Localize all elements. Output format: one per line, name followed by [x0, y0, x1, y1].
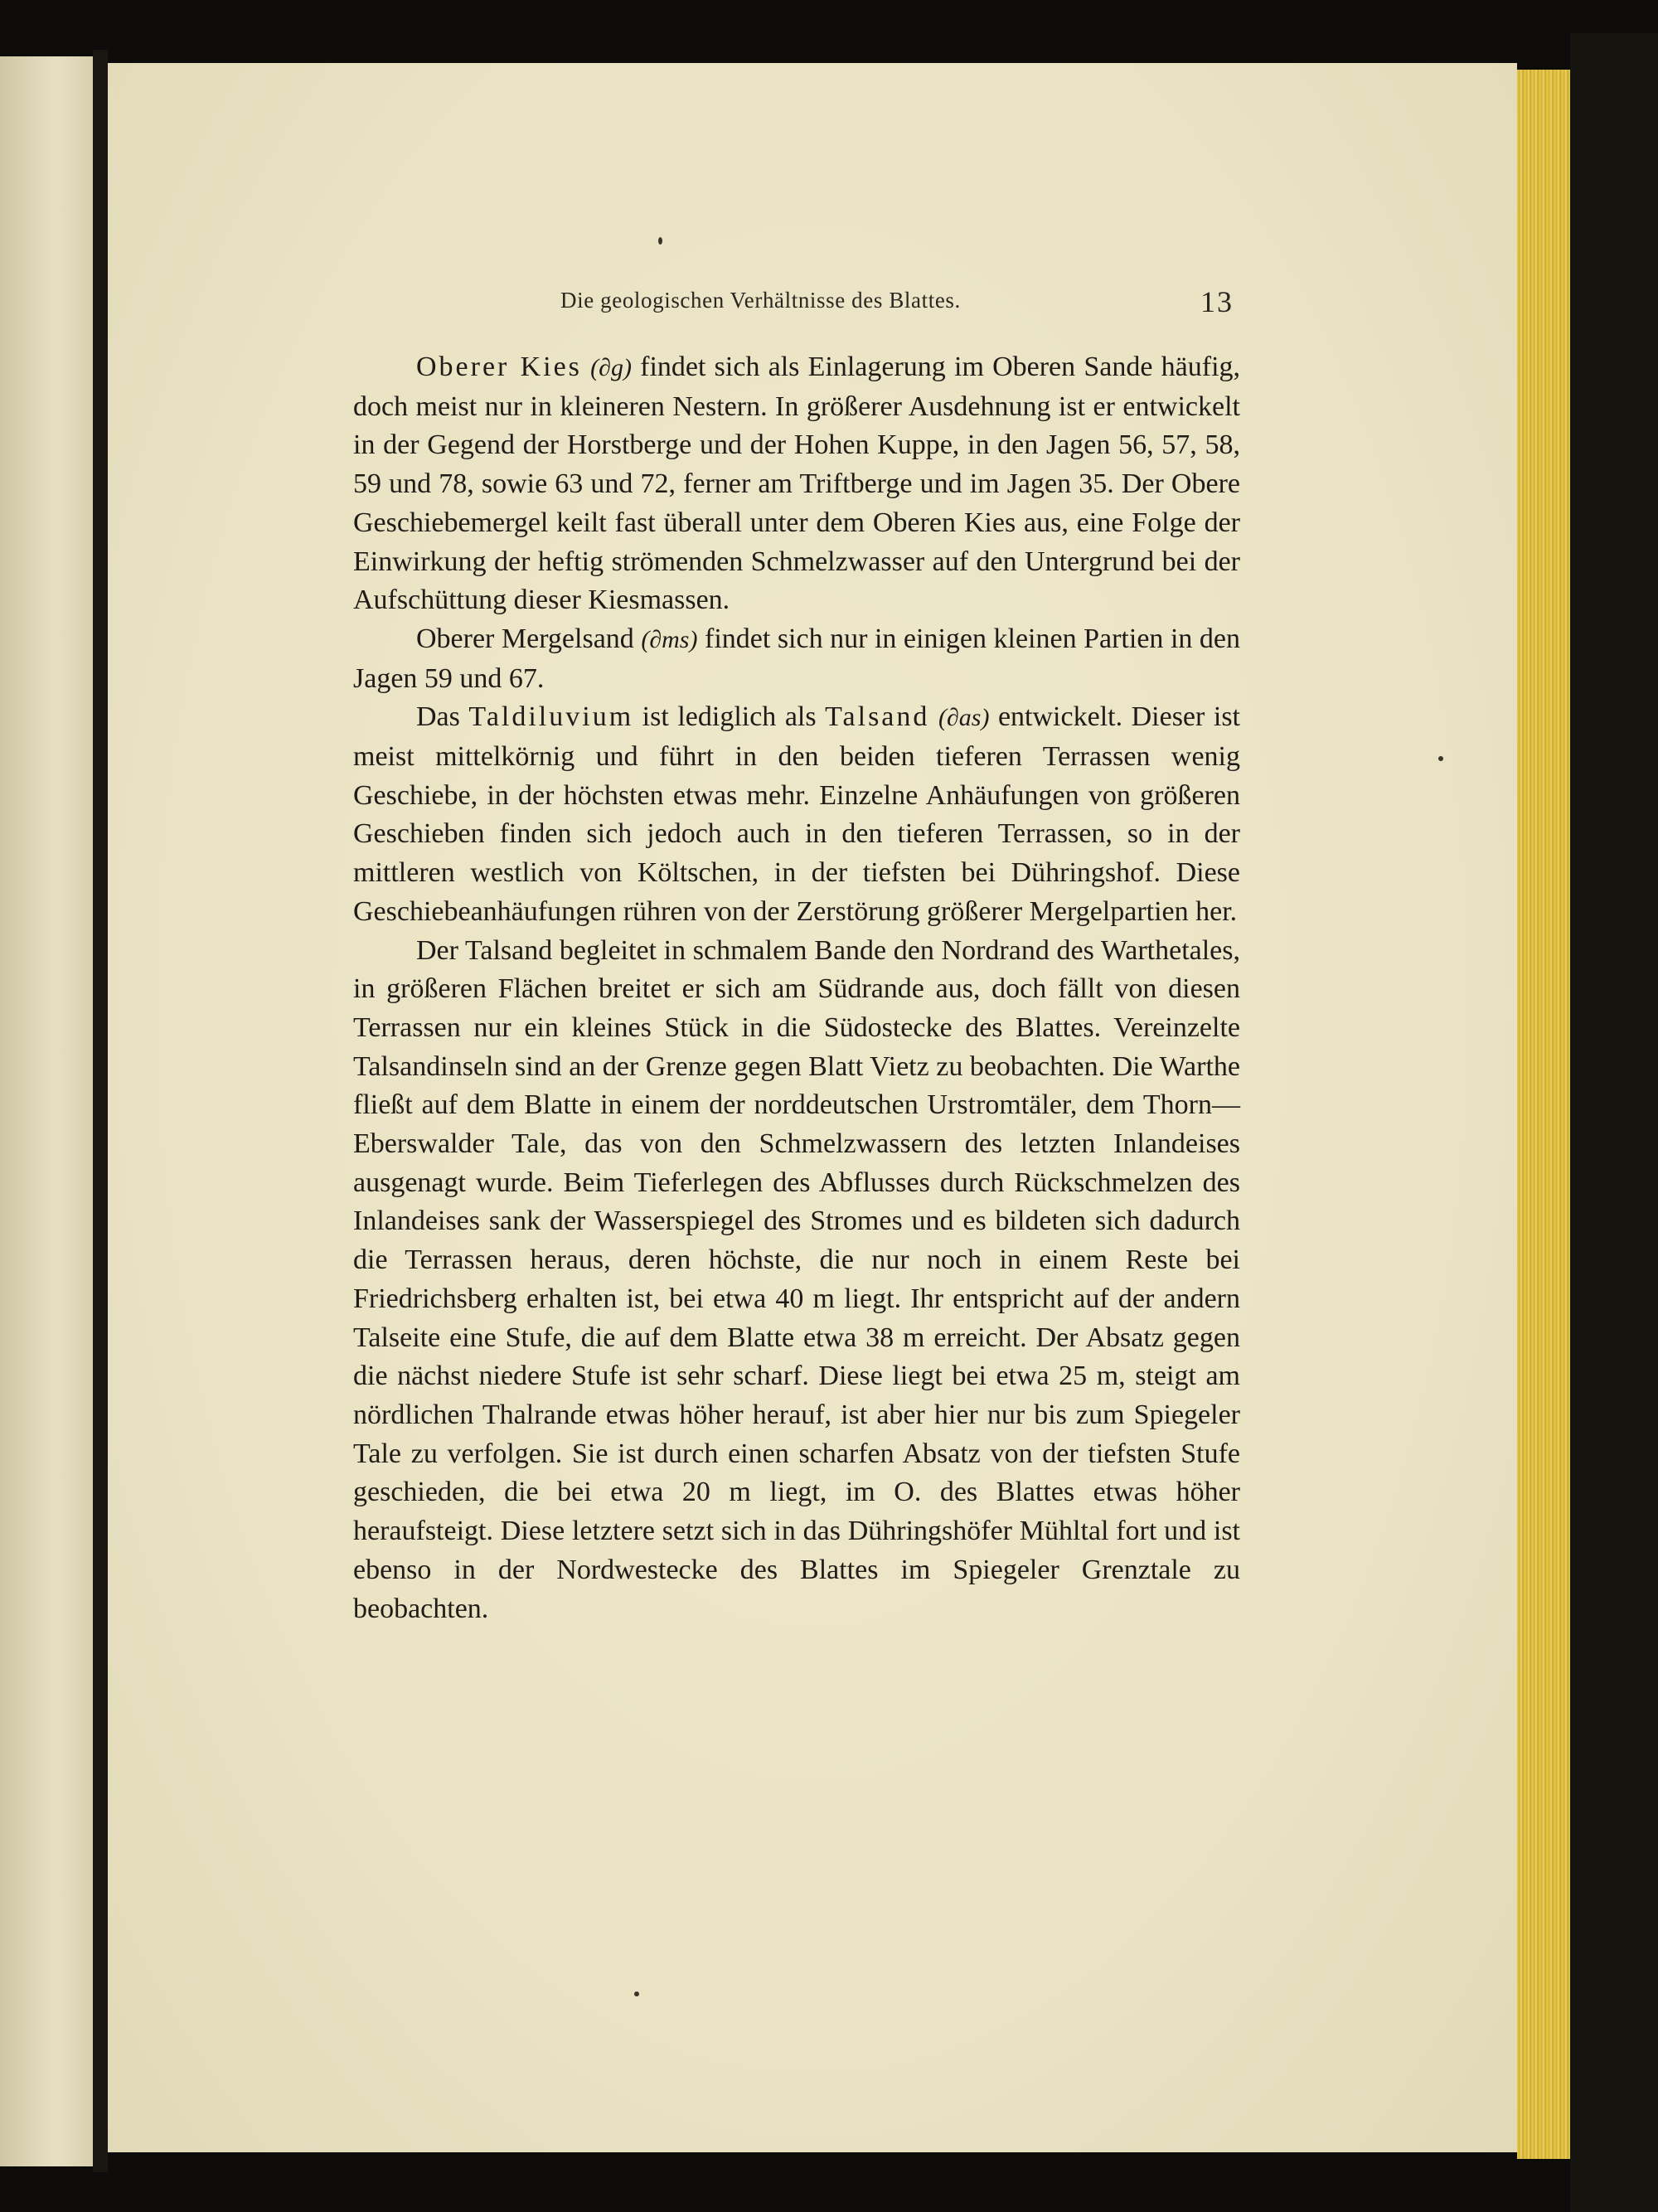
previous-page-edge — [0, 56, 93, 2166]
paragraph-oberer-kies — [353, 348, 1240, 620]
book-gutter — [93, 50, 108, 2172]
term-oberer-kies: Oberer Kies — [416, 352, 582, 382]
map-symbol: (∂as) — [938, 704, 990, 732]
book-cover — [1570, 33, 1658, 2212]
gilded-page-edges — [1517, 70, 1570, 2159]
paper-speck — [1438, 756, 1443, 761]
body-text — [353, 348, 1240, 1628]
paper-speck — [634, 1991, 639, 1996]
paragraph-text: findet sich als Einlagerung im Oberen Sande häufig, doch meist nur in kleineren Nestern. In größerer Ausdehnung ist er entwickelt in der Gegend der Horstberge und der Hohen Kuppe, in den Jagen 56, 57, 58, 59 und 78, sowie 63 und 72, ferner am Triftberge und im Jagen 35. Der Obere Geschiebemergel keilt fast überall unter dem Oberen Kies aus, eine Folge der Einwirkung der heftig strömenden Schmelzwasser auf den Untergrund bei der Aufschüttung dieser Kiesmassen. — [353, 352, 1241, 616]
paragraph-oberer-mergelsand — [353, 620, 1240, 698]
map-symbol: (∂ms) — [641, 625, 698, 653]
paragraph-text: entwickelt. Dieser ist meist mittelkörnig und führt in den beiden tieferen Terrassen wenig Geschiebe, in der höchsten etwas mehr. Einzelne Anhäufungen von größeren Geschieben finden sich jedoch auch in den tieferen Terrassen, so in der mittleren westlich von Költschen, in der tiefsten bei Dühringshof. Diese Geschiebeanhäufungen rühren von der Zerstörung größerer Mergelpartien her. — [353, 701, 1241, 927]
map-symbol: (∂g) — [590, 354, 632, 381]
paper-speck — [658, 237, 662, 245]
paragraph-taldiluvium — [353, 698, 1240, 931]
term-talsand: Talsand — [825, 701, 930, 733]
running-title: Die geologischen Verhältnisse des Blattes. — [560, 288, 961, 313]
term-oberer-mergelsand: Oberer Mergelsand — [416, 623, 634, 654]
running-header — [560, 286, 1240, 323]
page-number: 13 — [1200, 285, 1234, 318]
paragraph-text: findet sich nur in einigen kleinen Partien in den Jagen 59 und 67. — [353, 623, 1240, 694]
paragraph-text: Das — [416, 701, 469, 733]
paragraph-talsand: Der Talsand begleitet in schmalem Bande den Nordrand des Warthetales, in größeren Flächen breitet er sich am Südrande aus, doch fällt von diesen Terrassen nur ein kleines Stück in die Südostecke des Blattes. Vereinzelte Talsandinseln sind an der Grenze gegen Blatt Vietz zu beobachten. Die Warthe fließt auf dem Blatte in einem der norddeutschen Urstromtäler, dem Thorn—Eberswalder Tale, das von den Schmelzwassern des letzten Inlandeises ausgenagt wurde. Beim Tieferlegen des Abflusses durch Rückschmelzen des Inlandeises sank der Wasserspiegel des Stromes und es bildeten sich dadurch die Terrassen heraus, deren höchste, die nur noch in einem Reste bei Friedrichsberg erhalten ist, bei etwa 40 m liegt. Ihr entspricht auf der andern Talseite eine Stufe, die auf dem Blatte etwa 38 m erreicht. Der Absatz gegen die nächst niedere Stufe ist sehr scharf. Diese liegt bei etwa 25 m, steigt am nördlichen Thalrande etwas höher herauf, ist aber hier nur bis zum Spiegeler Tale zu verfolgen. Sie ist durch einen scharfen Absatz von der tiefsten Stufe geschieden, die bei etwa 20 m liegt, im O. des Blattes etwas höher heraufsteigt. Diese letztere setzt sich in das Dühringshöfer Mühltal fort und ist ebenso in der Nordwestecke des Blattes im Spiegeler Grenztale zu beobachten. — [353, 934, 1240, 1624]
term-taldiluvium: Taldiluvium — [468, 701, 634, 733]
paragraph-text: ist lediglich als — [633, 701, 826, 733]
